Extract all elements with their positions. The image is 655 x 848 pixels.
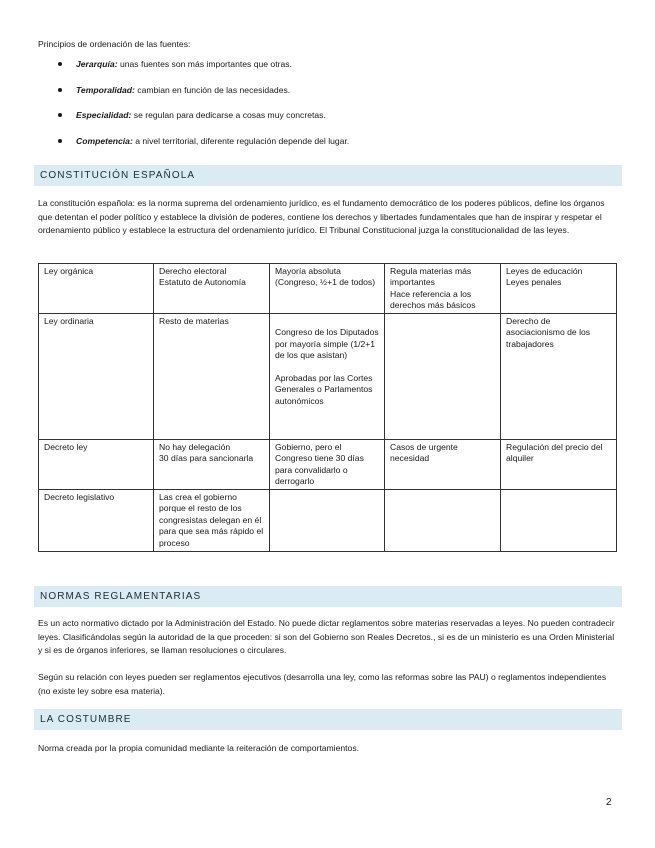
principle-text: a nivel territorial, diferente regulación depende del lugar. (132, 135, 350, 146)
table-cell: No hay delegación 30 días para sancionarla (154, 440, 270, 490)
table-cell (385, 314, 501, 440)
principle-term: Jerarquía: (76, 59, 118, 69)
bullet-icon (58, 139, 62, 143)
table-cell: Resto de materias (154, 314, 270, 440)
constitucion-paragraph: La constitución española: es la norma suprema del ordenamiento jurídico, es el fundamento democrático de los poderes públicos, define los órganos que detentan el poder político y establece la división de poderes, contiene los derechos y libertades fundamentales que han de inspirar y respetar el ordenamiento público y establece la estructura del ordenamiento jurídico. El Tribunal Constitucional juzga la constitucionalidad de las leyes. (38, 198, 605, 236)
table-cell: Ley orgánica (39, 264, 154, 314)
table-cell: Congreso de los Diputados por mayoría simple (1/2+1 de los que asistan) Aprobadas por las Cortes Generales o Parlamentos autonómicos (270, 314, 385, 440)
table-cell (270, 490, 385, 552)
table-cell: Derecho de asociacionismo de los trabajadores (501, 314, 617, 440)
principle-text: cambian en función de las necesidades. (134, 84, 291, 95)
principle-term: Especialidad: (76, 110, 132, 120)
table-row (39, 314, 617, 440)
principle-term: Temporalidad: (76, 84, 135, 95)
intro-text: Principios de ordenación de las fuentes: (38, 39, 191, 49)
table-cell: Leyes de educación Leyes penales (501, 264, 617, 314)
list-item (38, 84, 598, 110)
principle-term: Competencia: (76, 135, 133, 146)
table-cell: Regulación del precio del alquiler (501, 440, 617, 490)
list-item (38, 58, 598, 84)
table-cell: Las crea el gobierno porque el resto de los congresistas delegan en él para que sea más rápido el proceso (154, 490, 270, 552)
table-cell: Derecho electoral Estatuto de Autonomía (154, 264, 270, 314)
bullet-icon (58, 62, 62, 66)
table-cell: Gobierno, pero el Congreso tiene 30 días para convalidarlo o derrogarlo (270, 440, 385, 490)
list-item (38, 109, 598, 135)
table-cell: Decreto ley (39, 440, 154, 490)
table-cell: Ley ordinaria (39, 314, 154, 440)
costumbre-paragraph: Norma creada por la propia comunidad mediante la reiteración de comportamientos. (38, 743, 360, 753)
table-cell: Regula materias más importantes Hace referencia a los derechos más básicos (385, 264, 501, 314)
normas-paragraph-2: Según su relación con leyes pueden ser reglamentos ejecutivos (desarrolla una ley, como las reformas sobre las PAU) o reglamentos independientes (no existe ley sobre esa materia). (38, 672, 607, 696)
section-heading-costumbre: LA COSTUMBRE (34, 709, 622, 730)
bullet-icon (58, 88, 62, 92)
table-cell: Decreto legislativo (39, 490, 154, 552)
table-cell: Casos de urgente necesidad (385, 440, 501, 490)
table-row (39, 264, 617, 314)
table-row (39, 490, 617, 552)
table-cell (501, 490, 617, 552)
laws-table (38, 263, 617, 552)
table-cell: Mayoría absoluta (Congreso, ½+1 de todos) (270, 264, 385, 314)
table-row (39, 440, 617, 490)
principle-text: se regulan para dedicarse a cosas muy concretas. (131, 110, 326, 120)
section-heading-constitucion: CONSTITUCIÓN ESPAÑOLA (34, 165, 622, 186)
principles-list (38, 58, 598, 160)
table-cell (385, 490, 501, 552)
principle-text: unas fuentes son más importantes que otras. (117, 59, 292, 69)
page-number: 2 (606, 797, 612, 808)
normas-paragraph-1: Es un acto normativo dictado por la Administración del Estado. No puede dictar reglamentos sobre materias reservadas a leyes. No pueden contradecir leyes. Clasificándolas según la autoridad de la que proceden: si son del Gobierno son Reales Decretos., si es de un ministerio es una Orden Ministerial y si es de órganos inferiores, se llaman resoluciones o circulares. (38, 618, 615, 656)
section-heading-normas: NORMAS REGLAMENTARIAS (34, 586, 622, 607)
list-item (38, 135, 598, 161)
bullet-icon (58, 113, 62, 117)
